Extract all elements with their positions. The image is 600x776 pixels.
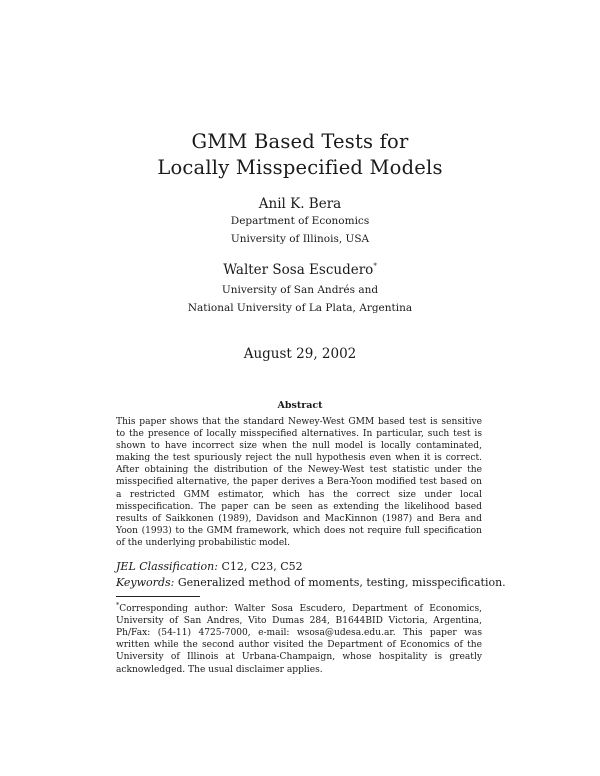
footnote-marker: * <box>116 601 120 609</box>
keywords-line <box>116 576 506 589</box>
footnote <box>116 599 482 676</box>
author-1-affiliation-1: Department of Economics <box>230 215 370 227</box>
author-2-footnote-marker: * <box>373 261 377 270</box>
jel-codes: C12, C23, C52 <box>221 560 303 573</box>
author-2-name: Walter Sosa Escudero <box>223 262 374 278</box>
author-1-affiliation-2: University of Illinois, USA <box>230 233 370 245</box>
title-line-1: GMM Based Tests for <box>191 130 409 153</box>
jel-label: JEL Classification: <box>116 560 218 573</box>
footnote-text: Corresponding author: Walter Sosa Escudero, Department of Economics, University of San Andres, Vito Dumas 284, B1644BID Victoria, Argentina, Ph/Fax: (54-11) 4725-7000, e-mail: wsosa@udesa.edu.ar. This paper was written while the second author visited the Department of Economics of the University of Illinois at Urbana-Champaign, whose hospitality is greatly acknowledged. The usual disclaimer applies. <box>116 604 482 675</box>
keywords-label: Keywords: <box>116 576 175 589</box>
author-1-name: Anil K. Bera <box>258 196 342 212</box>
abstract-heading: Abstract <box>277 400 323 411</box>
title-line-2: Locally Misspecified Models <box>157 156 443 179</box>
abstract-body: This paper shows that the standard Newey-West GMM based test is sensitive to the presence of locally misspecified alternatives. In particular, such test is shown to have incorrect size when the null model is locally contaminated, making the test spuriously reject the null hypothesis even when it is correct. After obtaining the distribution of the Newey-West test statistic under the misspecified alternative, the paper derives a Bera-Yoon modified test based on a restricted GMM estimator, which has the correct size under local misspecification. The paper can be seen as extending the likelihood based results of Saikkonen (1989), Davidson and MacKinnon (1987) and Bera and Yoon (1993) to the GMM framework, which does not require full specification of the underlying probabilistic model. <box>116 417 482 548</box>
footnote-rule <box>116 596 200 597</box>
jel-classification <box>116 560 303 573</box>
author-2-affiliation-1: University of San Andrés and <box>221 284 379 296</box>
author-2-affiliation-2: National University of La Plata, Argentina <box>187 302 413 314</box>
author-2-block <box>0 262 600 278</box>
paper-date: August 29, 2002 <box>243 346 357 362</box>
keywords-text: Generalized method of moments, testing, misspecification. <box>177 576 506 589</box>
